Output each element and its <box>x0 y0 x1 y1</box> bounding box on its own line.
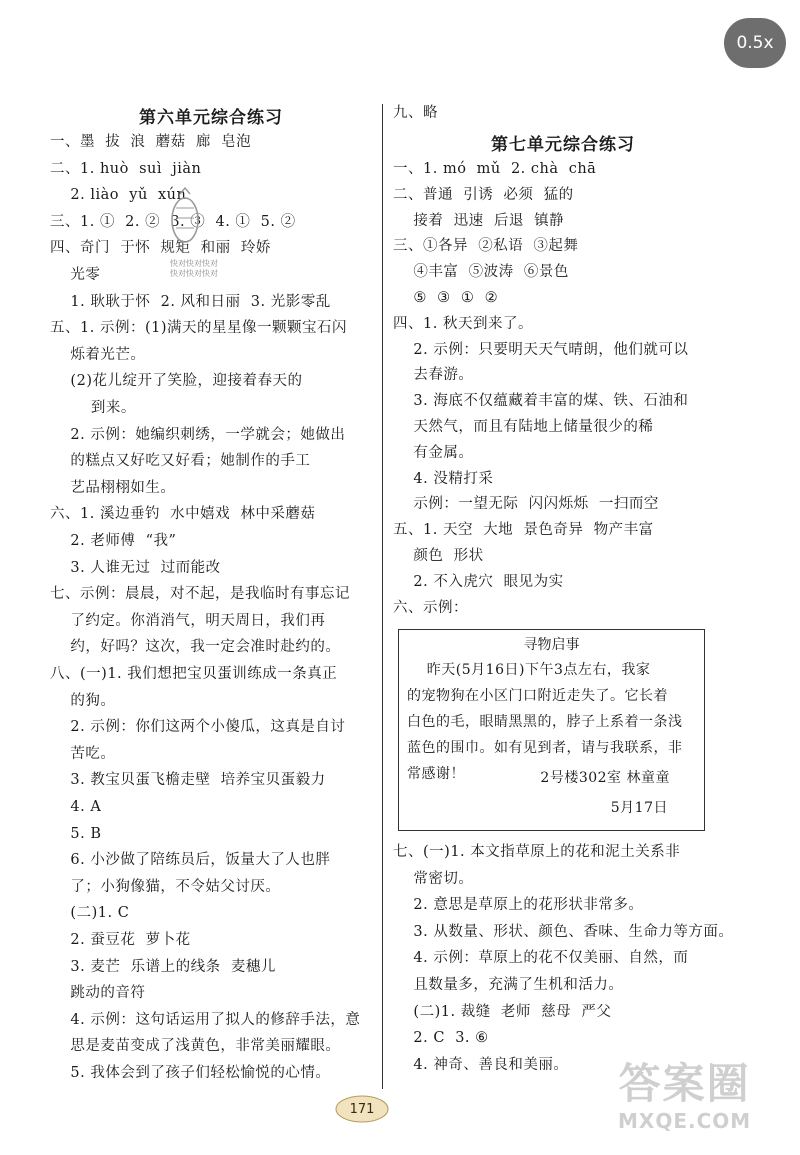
answer-line: 六、示例： <box>393 599 468 616</box>
answer-line: 苦吃。 <box>50 745 116 762</box>
answer-line: 八、(一)1. 我们想把宝贝蛋训练成一条真正 <box>50 666 338 682</box>
answer-line: 四、奇门 于怀 规矩 和丽 玲娇 <box>50 240 271 257</box>
answer-line: 有金属。 <box>393 444 474 461</box>
answer-line: 2. 不入虎穴 眼见为实 <box>393 573 564 590</box>
answer-line: 艺品栩栩如生。 <box>50 479 176 496</box>
notice-line: 常感谢！ <box>407 766 465 782</box>
notice-date: 5月17日 <box>610 800 668 816</box>
answer-line: 三、1. ① 2. ② 3. ③ 4. ① 5. ② <box>50 213 296 230</box>
answer-line: 3. 海底不仅蕴藏着丰富的煤、铁、石油和 <box>393 393 689 410</box>
answer-line: 七、示例：晨晨，对不起，是我临时有事忘记 <box>50 586 350 603</box>
answer-line-nine: 九、略 <box>393 105 438 121</box>
answer-line: 一、墨 拔 浪 蘑菇 廊 皂泡 <box>50 134 252 150</box>
answer-line: 约，好吗？这次，我一定会准时赴约的。 <box>50 639 341 656</box>
answer-line: 2. 示例：她编织刺绣，一学就会；她做出 <box>50 426 346 443</box>
answer-line: 2. 老师傅 “我” <box>50 533 177 549</box>
zoom-level-badge[interactable]: 0.5x <box>724 18 786 68</box>
answer-line: 天然气，而且有陆地上储量很少的稀 <box>393 419 654 435</box>
answer-line: 跳动的音符 <box>50 985 146 1002</box>
answer-line: 示例：一望无际 闪闪烁烁 一扫而空 <box>393 496 659 513</box>
unit6-title: 第六单元综合练习 <box>139 108 283 128</box>
answer-line: 二、1. huò suì jiàn <box>50 160 202 177</box>
notice-line: 的宠物狗在小区门口附近走失了。它长着 <box>407 688 668 704</box>
answer-line: 六、1. 溪边垂钓 水中嬉戏 林中采蘑菇 <box>50 506 316 523</box>
answer-line: 2. 示例：只要明天天气晴朗，他们就可以 <box>393 341 689 358</box>
answer-line: 且数量多，充满了生机和活力。 <box>393 977 624 993</box>
unit7-title: 第七单元综合练习 <box>491 135 635 155</box>
answer-line: 2. 示例：你们这两个小傻瓜，这真是自讨 <box>50 719 346 736</box>
answer-line: 的糕点又好吃又好看；她制作的手工 <box>50 453 311 470</box>
answer-line: 5. B <box>50 825 102 842</box>
watermark-logo-text: 答案圈 <box>618 1059 751 1108</box>
answer-line: 2. 意思是草原上的花形状非常多。 <box>393 897 644 914</box>
answer-line: 4. A <box>50 799 102 815</box>
answer-line: 接着 迅速 后退 镇静 <box>393 212 565 229</box>
watermark-stamp-icon <box>168 186 202 246</box>
watermark-stamp-text: 快对快对快对 快对快对快对 <box>170 259 218 278</box>
answer-line: (二)1. 裁缝 老师 慈母 严父 <box>393 1003 612 1020</box>
answer-line: 三、①各异 ②私语 ③起舞 <box>393 238 579 255</box>
answer-line: 烁着光芒。 <box>50 346 146 363</box>
watermark-logo <box>618 1060 751 1134</box>
answer-line: 的狗。 <box>50 692 116 709</box>
notice-line: 蓝色的围巾。如有见到者，请与我联系，非 <box>407 740 683 756</box>
answer-line: 到来。 <box>50 400 136 416</box>
answer-line: 3. 教宝贝蛋飞檐走壁 培养宝贝蛋毅力 <box>50 772 326 789</box>
notice-address: 2号楼302室 林童童 <box>540 770 670 786</box>
answer-line: 一、1. mó mǔ 2. chà chā <box>393 161 597 177</box>
answer-line: 1. 耿耿于怀 2. 风和日丽 3. 光影零乱 <box>50 293 331 310</box>
notice-line: 昨天(5月16日)下午3点左右，我家 <box>407 662 651 678</box>
answer-line: 4. 示例：草原上的花不仅美丽、自然，而 <box>393 950 689 967</box>
answer-line: 四、1. 秋天到来了。 <box>393 315 533 332</box>
answer-line: 2. liào yǔ xún <box>50 187 187 204</box>
answer-line: ④丰富 ⑤波涛 ⑥景色 <box>393 264 569 281</box>
answer-line: 6. 小沙做了陪练员后，饭量大了人也胖 <box>50 852 331 869</box>
answer-line: 七、(一)1. 本文指草原上的花和泥土关系非 <box>393 844 681 860</box>
watermark-site-text: MXQE.COM <box>618 1109 752 1133</box>
answer-line: 颜色 形状 <box>393 548 484 564</box>
answer-line: 光零 <box>50 267 101 283</box>
answer-line: 3. 从数量、形状、颜色、香味、生命力等方面。 <box>393 923 734 940</box>
answer-line: 2. 蚕豆花 萝卜花 <box>50 932 191 948</box>
answer-line: 3. 人谁无过 过而能改 <box>50 559 221 576</box>
answer-line: 5. 我体会到了孩子们轻松愉悦的心情。 <box>50 1065 331 1081</box>
answer-line: 常密切。 <box>393 870 474 887</box>
answer-line: 4. 没精打采 <box>393 470 494 487</box>
answer-line: ⑤ ③ ① ② <box>393 290 499 306</box>
column-divider <box>382 104 383 1089</box>
page-number <box>334 1094 390 1124</box>
answer-line: 4. 神奇、善良和美丽。 <box>393 1056 569 1073</box>
answer-line: 2. C 3. ⑥ <box>393 1030 489 1047</box>
answer-line: 4. 示例：这句话运用了拟人的修辞手法，意 <box>50 1011 361 1028</box>
notice-title: 寻物启事 <box>523 637 580 653</box>
answer-line: (二)1. C <box>50 905 130 922</box>
lost-notice-box <box>398 629 705 831</box>
answer-line: 二、普通 引诱 必须 猛的 <box>393 186 574 203</box>
answer-line: 五、1. 天空 大地 景色奇异 物产丰富 <box>393 522 654 539</box>
answer-line: (2)花儿绽开了笑脸，迎接着春天的 <box>50 373 303 390</box>
notice-line: 白色的毛，眼睛黑黑的，脖子上系着一条浅 <box>407 714 683 730</box>
answer-line: 了；小狗像猫，不令姑父讨厌。 <box>50 878 281 895</box>
answer-line: 3. 麦芒 乐谱上的线条 麦穗儿 <box>50 958 276 975</box>
answer-line: 去春游。 <box>393 367 474 384</box>
answer-line: 五、1. 示例：(1)满天的星星像一颗颗宝石闪 <box>50 320 347 337</box>
page-number-text: 171 <box>349 1101 375 1117</box>
answer-line: 了约定。你消消气，明天周日，我们再 <box>50 612 326 629</box>
answer-line: 思是麦苗变成了浅黄色，非常美丽耀眼。 <box>50 1038 341 1055</box>
